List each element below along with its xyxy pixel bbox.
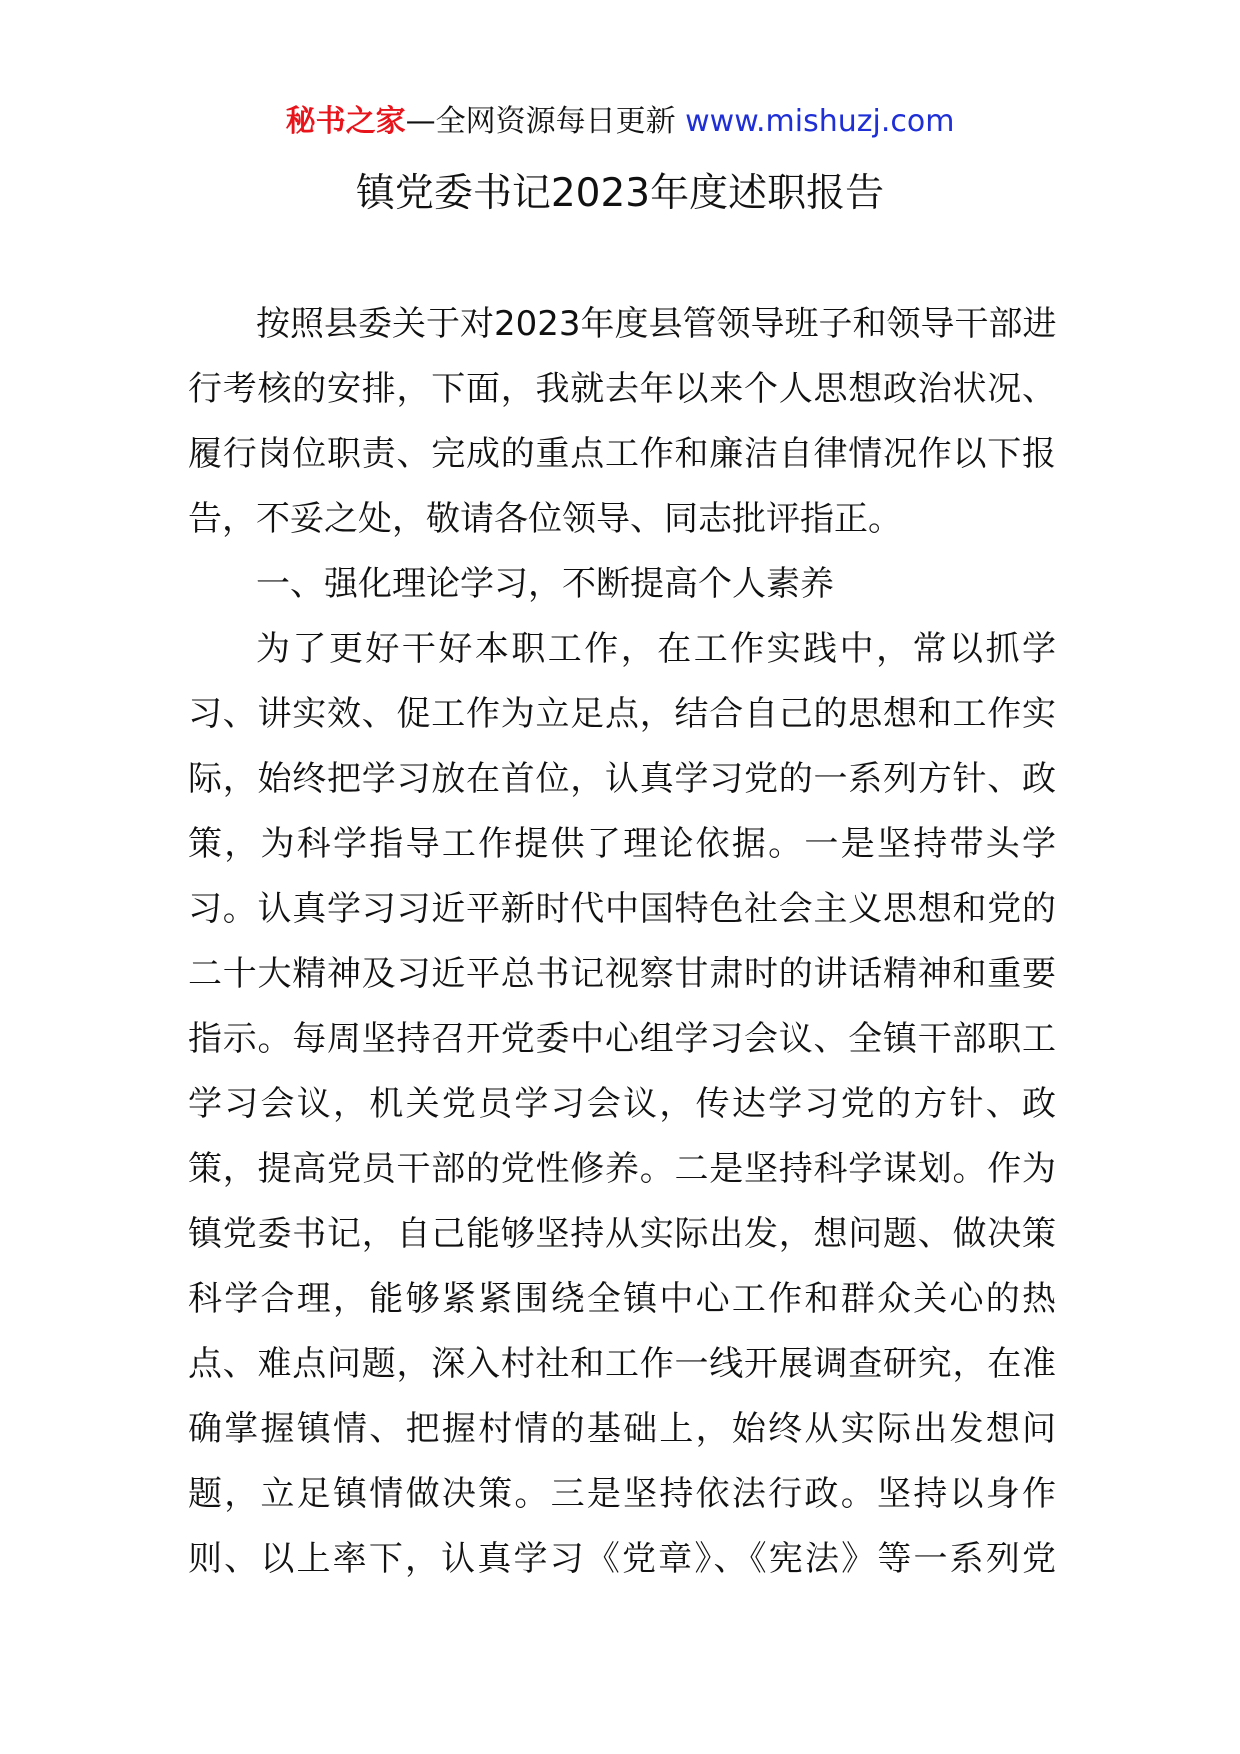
paragraph-line: 际，始终把学习放在首位，认真学习党的一系列方针、政 — [188, 759, 1056, 799]
section-heading: 一、强化理论学习，不断提高个人素养 — [256, 564, 834, 604]
paragraph-line: 指示。每周坚持召开党委中心组学习会议、全镇干部职工 — [188, 1019, 1056, 1059]
site-url-link[interactable]: www.mishuzj.com — [685, 104, 955, 139]
document-body — [188, 292, 1056, 1592]
paragraph-line: 镇党委书记，自己能够坚持从实际出发，想问题、做决策 — [188, 1214, 1056, 1254]
paragraph-line: 习、讲实效、促工作为立足点，结合自己的思想和工作实 — [188, 694, 1056, 734]
paragraph-line: 科学合理，能够紧紧围绕全镇中心工作和群众关心的热 — [188, 1279, 1056, 1319]
paragraph-line: 告，不妥之处，敬请各位领导、同志批评指正。 — [188, 499, 902, 539]
paragraph-line: 确掌握镇情、把握村情的基础上，始终从实际出发想问 — [188, 1409, 1056, 1449]
paragraph-line: 策，提高党员干部的党性修养。二是坚持科学谋划。作为 — [188, 1149, 1056, 1189]
paragraph-line: 习。认真学习习近平新时代中国特色社会主义思想和党的 — [188, 889, 1056, 929]
paragraph-line: 策，为科学指导工作提供了理论依据。一是坚持带头学 — [188, 824, 1056, 864]
document-title: 镇党委书记2023年度述职报告 — [355, 171, 885, 216]
paragraph-line: 题，立足镇情做决策。三是坚持依法行政。坚持以身作 — [188, 1474, 1056, 1514]
paragraph-line: 按照县委关于对2023年度县管领导班子和领导干部进 — [256, 304, 1057, 344]
site-header — [0, 100, 1240, 144]
paragraph-line: 履行岗位职责、完成的重点工作和廉洁自律情况作以下报 — [188, 434, 1056, 474]
paragraph-line: 为了更好干好本职工作，在工作实践中，常以抓学 — [256, 629, 1056, 669]
header-slogan: —全网资源每日更新 — [405, 104, 676, 139]
paragraph-line: 行考核的安排，下面，我就去年以来个人思想政治状况、 — [188, 369, 1056, 409]
paragraph-line: 二十大精神及习近平总书记视察甘肃时的讲话精神和重要 — [188, 954, 1056, 994]
paragraph-line: 则、以上率下，认真学习《党章》、《宪法》等一系列党 — [188, 1539, 1056, 1579]
paragraph-line: 学习会议，机关党员学习会议，传达学习党的方针、政 — [188, 1084, 1056, 1124]
paragraph-line: 点、难点问题，深入村社和工作一线开展调查研究，在准 — [188, 1344, 1056, 1384]
brand-name: 秘书之家 — [285, 104, 406, 139]
